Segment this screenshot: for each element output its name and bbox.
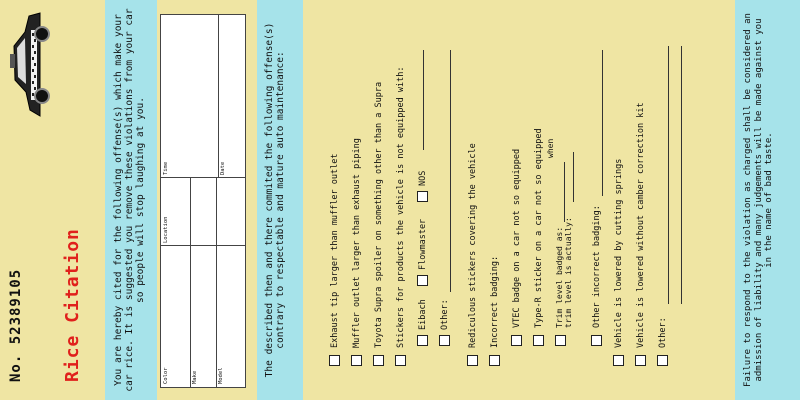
location-label: Location xyxy=(163,216,169,243)
stickers-products-checkbox[interactable] xyxy=(395,355,406,366)
flowmaster-checkbox[interactable] xyxy=(417,275,428,286)
violations-checklist xyxy=(303,0,735,400)
intro-section xyxy=(105,0,157,400)
violation-stickers-products xyxy=(395,0,409,400)
time-field[interactable] xyxy=(161,15,218,178)
location-field[interactable] xyxy=(161,178,246,246)
date-label: Date xyxy=(220,161,226,175)
exhaust-tip-checkbox[interactable] xyxy=(329,355,340,366)
vtec-label: VTEC badge on a car not so equipped xyxy=(512,148,522,328)
violation-exhaust-tip xyxy=(329,0,343,400)
trim-badged-label: Trim level badged as: xyxy=(555,226,564,328)
model-label: Model xyxy=(218,367,224,384)
footer-section xyxy=(735,0,800,400)
incorrect-badging-checkbox[interactable] xyxy=(489,355,500,366)
stickers-other-line[interactable] xyxy=(450,50,451,292)
violation-incorrect-badging xyxy=(489,0,503,400)
ticket-header xyxy=(0,0,105,400)
color-field[interactable] xyxy=(161,246,190,387)
trim-level-checkbox[interactable] xyxy=(555,335,566,346)
flowmaster-label: Flowmaster xyxy=(418,218,428,270)
ticket-title: Rice Citation xyxy=(62,228,83,382)
stickers-other-checkbox[interactable] xyxy=(439,335,450,346)
make-label: Make xyxy=(192,370,198,384)
badging-type-r xyxy=(533,0,547,400)
police-car-illustration xyxy=(6,10,56,120)
violation-other-line-1[interactable] xyxy=(668,46,669,304)
trim-when-label: when xyxy=(546,138,555,158)
type-r-label: Type-R sticker on a car not so equipped xyxy=(534,128,544,328)
badging-trim-level xyxy=(546,0,577,400)
nos-label: NOS xyxy=(418,170,428,186)
lowered-camber-label: Vehicle is lowered without camber correction kit xyxy=(636,102,646,348)
ridiculous-stickers-label: Rediculous stickers covering the vehicle xyxy=(468,143,478,348)
date-field[interactable] xyxy=(218,15,246,178)
other-badging-label: Other incorrect badging: xyxy=(592,205,602,328)
supra-spoiler-label: Toyota Supra spoiler on something other than a Supra xyxy=(374,81,384,348)
eibach-checkbox[interactable] xyxy=(417,335,428,346)
badging-other xyxy=(591,0,605,400)
stickers-other-label: Other: xyxy=(440,299,450,330)
lowered-springs-label: Vehicle is lowered by cutting springs xyxy=(614,158,624,348)
supra-spoiler-checkbox[interactable] xyxy=(373,355,384,366)
sticker-brand-options xyxy=(417,0,431,400)
badging-vtec xyxy=(511,0,525,400)
color-label: Color xyxy=(163,367,169,384)
violation-lowered-camber xyxy=(635,0,649,400)
trim-actual-label: trim level is actually: xyxy=(564,217,573,328)
nos-write-line[interactable] xyxy=(423,50,424,150)
exhaust-tip-label: Exhaust tip larger than muffler outlet xyxy=(330,153,340,348)
violation-other-line-2[interactable] xyxy=(681,46,682,304)
nos-checkbox[interactable] xyxy=(417,191,428,202)
violation-supra-spoiler xyxy=(373,0,387,400)
violation-other-label: Other: xyxy=(658,317,668,348)
violation-muffler-outlet xyxy=(351,0,365,400)
trim-actual-line[interactable] xyxy=(573,152,574,202)
lowered-springs-checkbox[interactable] xyxy=(613,355,624,366)
described-section xyxy=(257,0,303,400)
other-badging-checkbox[interactable] xyxy=(591,335,602,346)
violation-lowered-springs xyxy=(613,0,627,400)
violation-ridiculous-stickers xyxy=(467,0,481,400)
muffler-outlet-checkbox[interactable] xyxy=(351,355,362,366)
ridiculous-stickers-checkbox[interactable] xyxy=(467,355,478,366)
eibach-label: Eibach xyxy=(418,299,428,330)
vtec-checkbox[interactable] xyxy=(511,335,522,346)
ticket-number: No. 52389105 xyxy=(8,268,24,382)
violation-other-checkbox[interactable] xyxy=(657,355,668,366)
incorrect-badging-label: Incorrect badging: xyxy=(490,255,500,348)
vehicle-info-section xyxy=(157,0,257,400)
sticker-other-option xyxy=(439,0,453,400)
footer-text: Failure to respond to the violation as charged shall be considered an admission of liability and many judgements will be made against you in the name of bad taste. xyxy=(743,13,774,387)
stickers-products-label: Stickers for products the vehicle is not equipped with: xyxy=(396,66,406,348)
muffler-outlet-label: Muffler outlet larger than exhaust piping xyxy=(352,138,362,348)
make-field[interactable] xyxy=(190,246,216,387)
other-badging-line[interactable] xyxy=(602,50,603,196)
lowered-camber-checkbox[interactable] xyxy=(635,355,646,366)
model-field[interactable] xyxy=(216,246,246,387)
type-r-checkbox[interactable] xyxy=(533,335,544,346)
described-text: The described then and there commited the following offense(s) contrary to respectable and mature auto maintenance: xyxy=(264,22,286,378)
time-label: Time xyxy=(163,161,169,175)
violation-other xyxy=(657,0,671,400)
trim-badged-line[interactable] xyxy=(564,162,565,222)
intro-text: You are hereby cited for the following offense(s) which make your car rice. It is suggested you remove these violations from your car so people will stop laughing at you. xyxy=(113,8,146,392)
vehicle-info-table xyxy=(160,14,246,388)
